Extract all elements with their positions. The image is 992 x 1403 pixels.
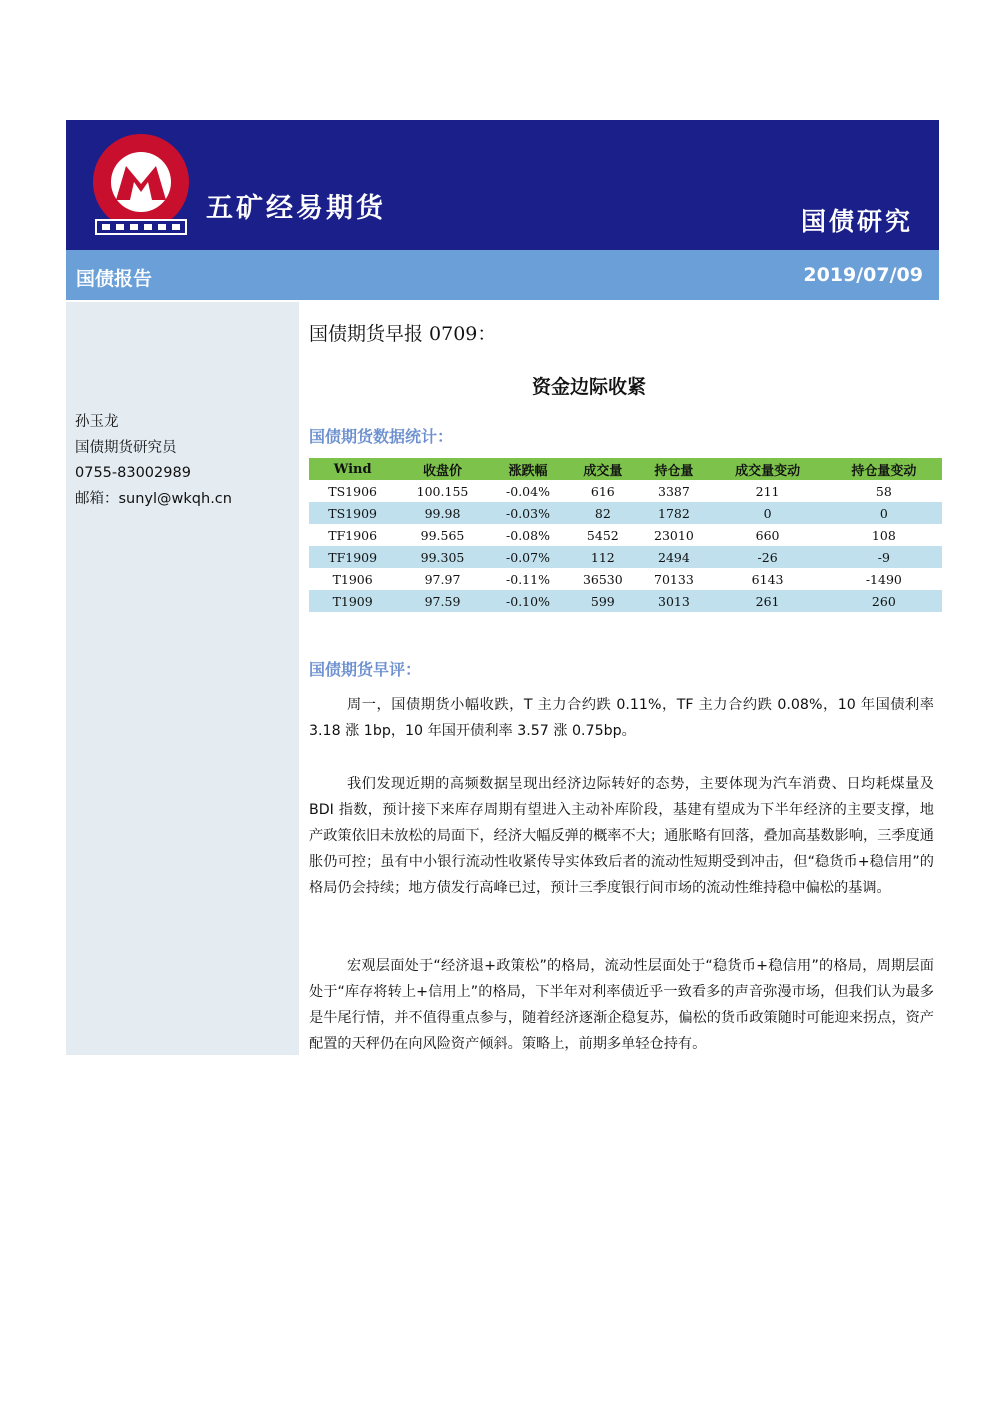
author-phone: 0755-83002989 <box>75 465 191 481</box>
section-title: 国债研究 <box>800 207 913 236</box>
commentary-paragraph: 我们发现近期的高频数据呈现出经济边际转好的态势，主要体现为汽车消费、日均耗煤量及 BDI 指数，预计接下来库存周期有望进入主动补库阶段，基建有望成为下半年经济的主要支撑，地产政策依旧未放松的局面下，经济大幅反弹的概率不大；通胀略有回落，叠加高基数影响，三季度通胀仍可控；虽有中小银行流动性收紧传导实体致后者的流动性短期受到冲击，但“稳货币+稳信用”的格局仍会持续；地方债发行高峰已过，预计三季度银行间市场的流动性维持稳中偏松的基调。 <box>309 776 934 896</box>
table-cell: 23010 <box>654 527 694 543</box>
table-cell: 36530 <box>582 571 623 587</box>
table-cell: 261 <box>709 590 825 612</box>
commentary-heading: 国债期货早评： <box>309 660 422 679</box>
table-cell: 82 <box>567 502 638 524</box>
table-cell: 3387 <box>658 483 690 499</box>
table-cell: 660 <box>755 527 780 543</box>
company-name: 五矿经易期货 <box>206 193 386 224</box>
table-cell: TF1909 <box>309 546 396 568</box>
table-row <box>309 524 942 546</box>
column-header: 收盘价 <box>396 458 488 480</box>
table-cell: 5452 <box>586 527 619 543</box>
column-header: 成交量变动 <box>709 458 825 480</box>
table-cell: T1906 <box>332 571 373 587</box>
table-heading: 国债期货数据统计： <box>309 427 454 446</box>
table-cell: 3013 <box>638 590 709 612</box>
author-info <box>75 410 232 512</box>
table-row <box>309 546 942 568</box>
table-row <box>309 502 942 524</box>
table-cell: 1782 <box>638 502 709 524</box>
minmetals-logo <box>90 132 192 236</box>
table-cell: 0 <box>826 502 942 524</box>
table-cell: TF1906 <box>328 527 378 543</box>
table-cell: 599 <box>567 590 638 612</box>
report-bar <box>66 250 939 300</box>
table-cell: -1490 <box>865 571 902 587</box>
table-cell: 6143 <box>751 571 784 587</box>
table-cell: 70133 <box>654 571 694 587</box>
column-header: 持仓量变动 <box>826 458 942 480</box>
table-cell: 99.305 <box>396 546 488 568</box>
table-cell: 99.565 <box>420 527 465 543</box>
table-cell: 0 <box>709 502 825 524</box>
table-cell: -0.04% <box>506 483 550 499</box>
commentary-paragraph: 宏观层面处于“经济退+政策松”的格局，流动性层面处于“稳货币+稳信用”的格局，周期层面处于“库存将转上+信用上”的格局，下半年对利率债近乎一致看多的声音弥漫市场，但我们认为最多是牛尾行情，并不值得重点参与，随着经济逐渐企稳复苏，偏松的货币政策随时可能迎来拐点，资产配置的天秤仍在向风险资产倾斜。策略上，前期多单轻仓持有。 <box>309 958 934 1052</box>
table-cell: 616 <box>590 483 615 499</box>
table-cell: 97.59 <box>396 590 488 612</box>
author-name: 孙玉龙 <box>75 414 119 430</box>
table-cell: -0.07% <box>489 546 568 568</box>
page-header <box>66 120 939 250</box>
table-cell: 211 <box>755 483 780 499</box>
table-header-row <box>309 458 942 480</box>
table-cell: -26 <box>709 546 825 568</box>
table-row <box>309 480 942 502</box>
table-cell: 97.97 <box>424 571 461 587</box>
table-cell: 108 <box>871 527 896 543</box>
table-cell: TS1906 <box>328 483 377 499</box>
table-row <box>309 590 942 612</box>
author-title: 国债期货研究员 <box>75 439 177 456</box>
column-header: 涨跌幅 <box>489 458 568 480</box>
column-header: 成交量 <box>567 458 638 480</box>
report-type: 国债报告 <box>76 268 153 290</box>
column-header: 持仓量 <box>638 458 709 480</box>
author-sidebar <box>66 302 299 1055</box>
table-cell: 58 <box>875 483 892 499</box>
table-cell: 99.98 <box>396 502 488 524</box>
table-cell: 112 <box>567 546 638 568</box>
table-row <box>309 568 942 590</box>
futures-data-table <box>309 458 942 612</box>
table-cell: -0.10% <box>489 590 568 612</box>
table-cell: -0.03% <box>489 502 568 524</box>
report-headline: 资金边际收紧 <box>531 376 646 398</box>
column-header: Wind <box>309 458 396 480</box>
author-email: 邮箱：sunyl@wkqh.cn <box>75 490 232 507</box>
commentary-paragraph: 周一，国债期货小幅收跌，T 主力合约跌 0.11%，TF 主力合约跌 0.08%，10 年国债利率 3.18 涨 1bp，10 年国开债利率 3.57 涨 0.75bp。 <box>309 697 934 739</box>
table-cell: -9 <box>826 546 942 568</box>
table-cell: 2494 <box>638 546 709 568</box>
table-cell: -0.11% <box>506 571 550 587</box>
table-cell: TS1909 <box>309 502 396 524</box>
report-date: 2019/07/09 <box>803 264 923 286</box>
table-cell: T1909 <box>309 590 396 612</box>
table-cell: 260 <box>826 590 942 612</box>
table-cell: 100.155 <box>416 483 469 499</box>
report-subtitle: 国债期货早报 0709： <box>309 323 497 345</box>
table-cell: -0.08% <box>506 527 550 543</box>
